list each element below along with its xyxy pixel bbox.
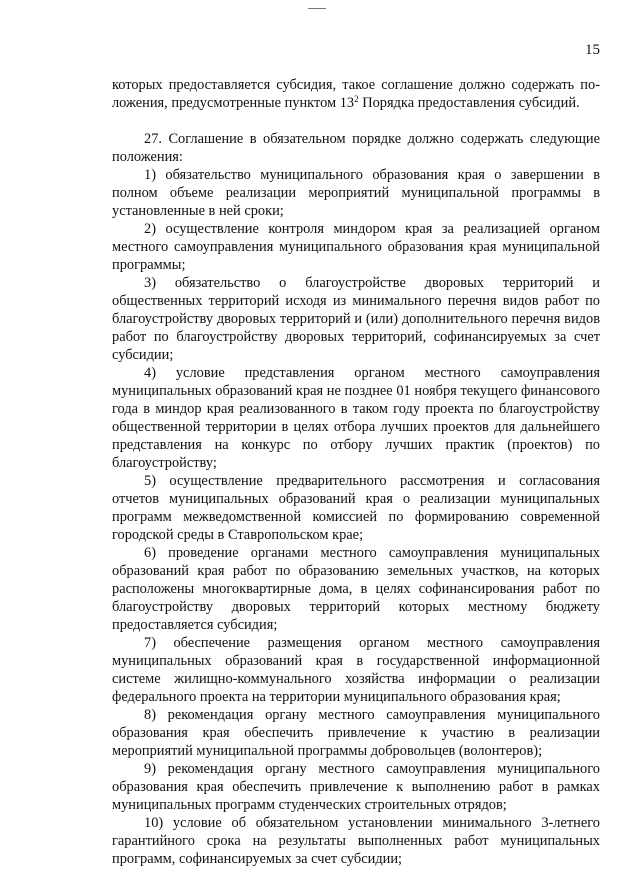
top-scan-mark [308, 8, 326, 9]
list-item: 3) обязательство о благоустройстве дворовых территорий и общественных территорий исходя из минимального перечня видов работ по благоустройству дворовых территорий и (или) дополнительного перечня видов работ по благоустройству дворовых территорий, софинансируемых за счет субсидии; [112, 275, 600, 363]
intro-paragraph [112, 76, 600, 112]
intro-text-end: Порядка предоставления субсидий. [358, 95, 580, 111]
clause-paragraph: 27. Соглашение в обязательном порядке должно содержать следующие положения: [112, 131, 600, 165]
list-item: 1) обязательство муниципального образования края о завершении в полном объеме реализации мероприятий муниципальной программы в установленные в ней сроки; [112, 167, 600, 219]
list-item: 8) рекомендация органу местного самоуправления муниципального образования края обеспечить привлечение к участию в реализации мероприятий муниципальной программы добровольцев (волонтеров); [112, 707, 600, 759]
intro-text: которых предоставляется субсидия, такое соглашение должно содержать по- ложения, предусмотренные пунктом 13 [112, 77, 600, 111]
intro-superscript: 2 [354, 94, 359, 104]
list-item: 2) осуществление контроля миндором края за реализацией органом местного самоуправления муниципального образования края муниципальной программы; [112, 221, 600, 273]
list-item: 6) проведение органами местного самоуправления муниципальных образований края работ по образованию земельных участков, на которых расположены многоквартирные дома, в целях софинансирования работ по благоустройству дворовых территорий которых местному бюджету предоставляется субсидия; [112, 545, 600, 633]
list-item: 7) обеспечение размещения органом местного самоуправления муниципальных образований края в государственной информационной системе жилищно-коммунального хозяйства информации о реализации федерального проекта на территории муниципального образования края; [112, 635, 600, 705]
page-number: 15 [585, 42, 600, 58]
list-item: 10) условие об обязательном установлении минимального 3-летнего гарантийного срока на результаты выполненных работ муниципальных программ, софинансируемых за счет субсидии; [112, 815, 600, 867]
list-item: 5) осуществление предварительного рассмотрения и согласования отчетов муниципальных образований края о реализации муниципальных программ межведомственной комиссией по формированию современной городской среды в Ставропольском крае; [112, 473, 600, 543]
list-item: 4) условие представления органом местного самоуправления муниципальных образований края не позднее 01 ноября текущего финансового года в миндор края реализованного в таком году проекта по благоустройству общественной территории в целях отбора лучших проектов для дальнейшего представления на конкурс по отбору лучших практик (проектов) по благоустройству; [112, 365, 600, 471]
list-item: 9) рекомендация органу местного самоуправления муниципального образования края обеспечить привлечение к выполнению работ в рамках муниципальных программ студенческих строительных отрядов; [112, 761, 600, 813]
document-body [112, 76, 600, 868]
